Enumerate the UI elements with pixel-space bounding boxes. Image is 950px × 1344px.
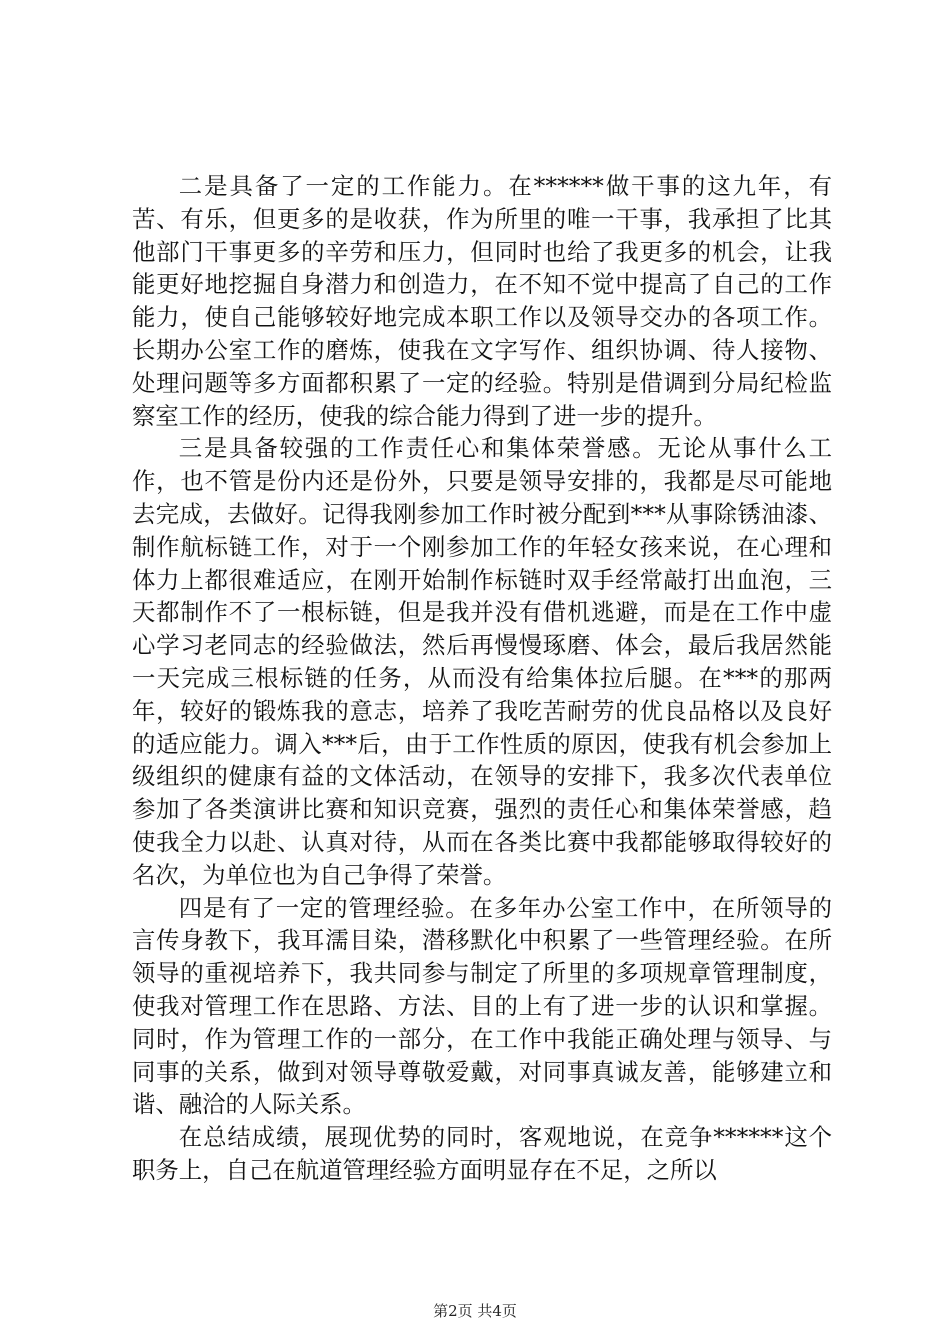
paragraph-responsibility: 三是具备较强的工作责任心和集体荣誉感。无论从事什么工作，也不管是份内还是份外，只要是领导安排的，我都是尽可能地去完成，去做好。记得我刚参加工作时被分配到***从事除锈油漆、制作航标链工作，对于一个刚参加工作的年轻女孩来说，在心理和体力上都很难适应，在刚开始制作标链时双手经常敲打出血泡，三天都制作不了一根标链，但是我并没有借机逃避，而是在工作中虚心学习老同志的经验做法，然后再慢慢琢磨、体会，最后我居然能一天完成三根标链的任务，从而没有给集体拉后腿。在***的那两年，较好的锻炼我的意志，培养了我吃苦耐劳的优良品格以及良好的适应能力。调入***后，由于工作性质的原因，使我有机会参加上级组织的健康有益的文体活动，在领导的安排下，我多次代表单位参加了各类演讲比赛和知识竞赛，强烈的责任心和集体荣誉感，趋使我全力以赴、认真对待，从而在各类比赛中我都能够取得较好的名次，为单位也为自己争得了荣誉。	[132, 434, 832, 889]
page-footer: 第2页 共4页	[433, 1302, 517, 1320]
paragraph-work-ability: 二是具备了一定的工作能力。在******做干事的这九年，有苦、有乐，但更多的是收获，作为所里的唯一干事，我承担了比其他部门干事更多的辛劳和压力，但同时也给了我更多的机会，让我能更好地挖掘自身潜力和创造力，在不知不觉中提高了自己的工作能力，使自己能够较好地完成本职工作以及领导交办的各项工作。长期办公室工作的磨炼，使我在文字写作、组织协调、待人接物、处理问题等多方面都积累了一定的经验。特别是借调到分局纪检监察室工作的经历，使我的综合能力得到了进一步的提升。	[132, 172, 832, 430]
body-text	[132, 170, 832, 1187]
paragraph-management-experience: 四是有了一定的管理经验。在多年办公室工作中，在所领导的言传身教下，我耳濡目染，潜移默化中积累了一些管理经验。在所领导的重视培养下，我共同参与制定了所里的多项规章管理制度，使我对管理工作在思路、方法、目的上有了进一步的认识和掌握。同时，作为管理工作的一部分，在工作中我能正确处理与领导、与同事的关系，做到对领导尊敬爱戴，对同事真诚友善，能够建立和谐、融洽的人际关系。	[132, 893, 832, 1119]
paragraph-shortcomings: 在总结成绩，展现优势的同时，客观地说，在竞争******这个职务上，自己在航道管理经验方面明显存在不足，之所以	[132, 1123, 832, 1184]
